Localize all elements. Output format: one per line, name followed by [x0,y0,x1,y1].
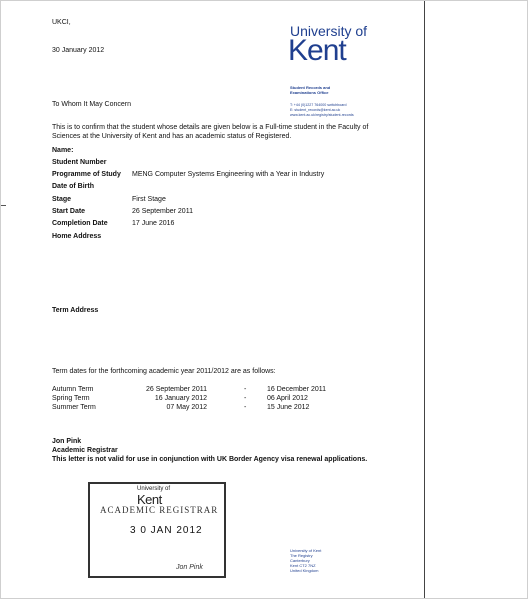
stamp-logo-top: University of [137,486,171,492]
field-value-start-date: 26 September 2011 [132,208,193,215]
field-value-programme: MENG Computer Systems Engineering with a Year in Industry [132,171,325,178]
office-contact-3: www.kent.ac.uk/registry/student-records [290,113,354,117]
field-label-name: Name: [52,147,74,154]
visa-notice: This letter is not valid for use in conjunction with UK Border Agency visa renewal applications. [52,456,368,463]
stamp-logo: Kent [137,492,162,507]
footer-address-line: The Registry [290,553,313,558]
field-label-start-date: Start Date [52,208,86,215]
office-name-line1: Student Records and [290,85,331,90]
stamp-title: ACADEMIC REGISTRAR [100,505,219,515]
university-logo-top: University of [290,23,368,39]
field-label-student-number: Student Number [52,159,107,166]
term-name: Summer Term [52,404,96,411]
footer-address-line: Canterbury [290,558,310,563]
term-name: Spring Term [52,395,90,402]
office-contact-2: E: student_records@kent.ac.uk [290,108,341,112]
term-end: 15 June 2012 [267,404,310,411]
body-line-2: Sciences at the University of Kent and has an academic status of Registered. [52,133,292,140]
field-label-stage: Stage [52,196,72,203]
stamp-signature: Jon Pink [176,564,203,571]
letter-date: 30 January 2012 [52,47,105,54]
term-name: Autumn Term [52,386,94,393]
body-line-1: This is to confirm that the student whose details are given below is a Full-time student in the Faculty of [52,124,369,131]
term-start: 07 May 2012 [166,404,207,411]
salutation: To Whom It May Concern [52,101,131,108]
office-name [290,85,330,95]
field-label-dob: Date of Birth [52,183,94,190]
signatory-name: Jon Pink [52,438,82,445]
term-separator: - [244,395,247,402]
field-label-term-address: Term Address [52,307,99,314]
term-start: 26 September 2011 [146,386,207,393]
footer-address-line: Kent CT2 7NZ [290,563,316,568]
field-value-stage: First Stage [132,196,166,203]
term-end: 06 April 2012 [267,395,308,402]
office-contact-1: T: +44 (0)1227 764000 switchboard [290,103,347,107]
margin-tick [0,205,6,206]
signatory-title: Academic Registrar [52,447,118,454]
reference: UKCI, [52,19,71,26]
term-separator: - [244,404,247,411]
stamp-date: 3 0 JAN 2012 [130,525,203,536]
office-name-line2: Examinations Office [290,90,329,95]
term-end: 16 December 2011 [267,386,327,393]
field-value-completion-date: 17 June 2016 [132,220,175,227]
footer-address-line: University of Kent [290,548,322,553]
term-start: 16 January 2012 [154,395,207,402]
term-separator: - [244,386,247,393]
field-label-home-address: Home Address [52,233,102,240]
field-label-programme: Programme of Study [52,171,121,178]
footer-address-line: United Kingdom [290,568,319,573]
terms-intro: Term dates for the forthcoming academic year 2011/2012 are as follows: [52,368,276,375]
field-label-completion-date: Completion Date [52,220,108,227]
university-logo: Kent [288,34,346,67]
